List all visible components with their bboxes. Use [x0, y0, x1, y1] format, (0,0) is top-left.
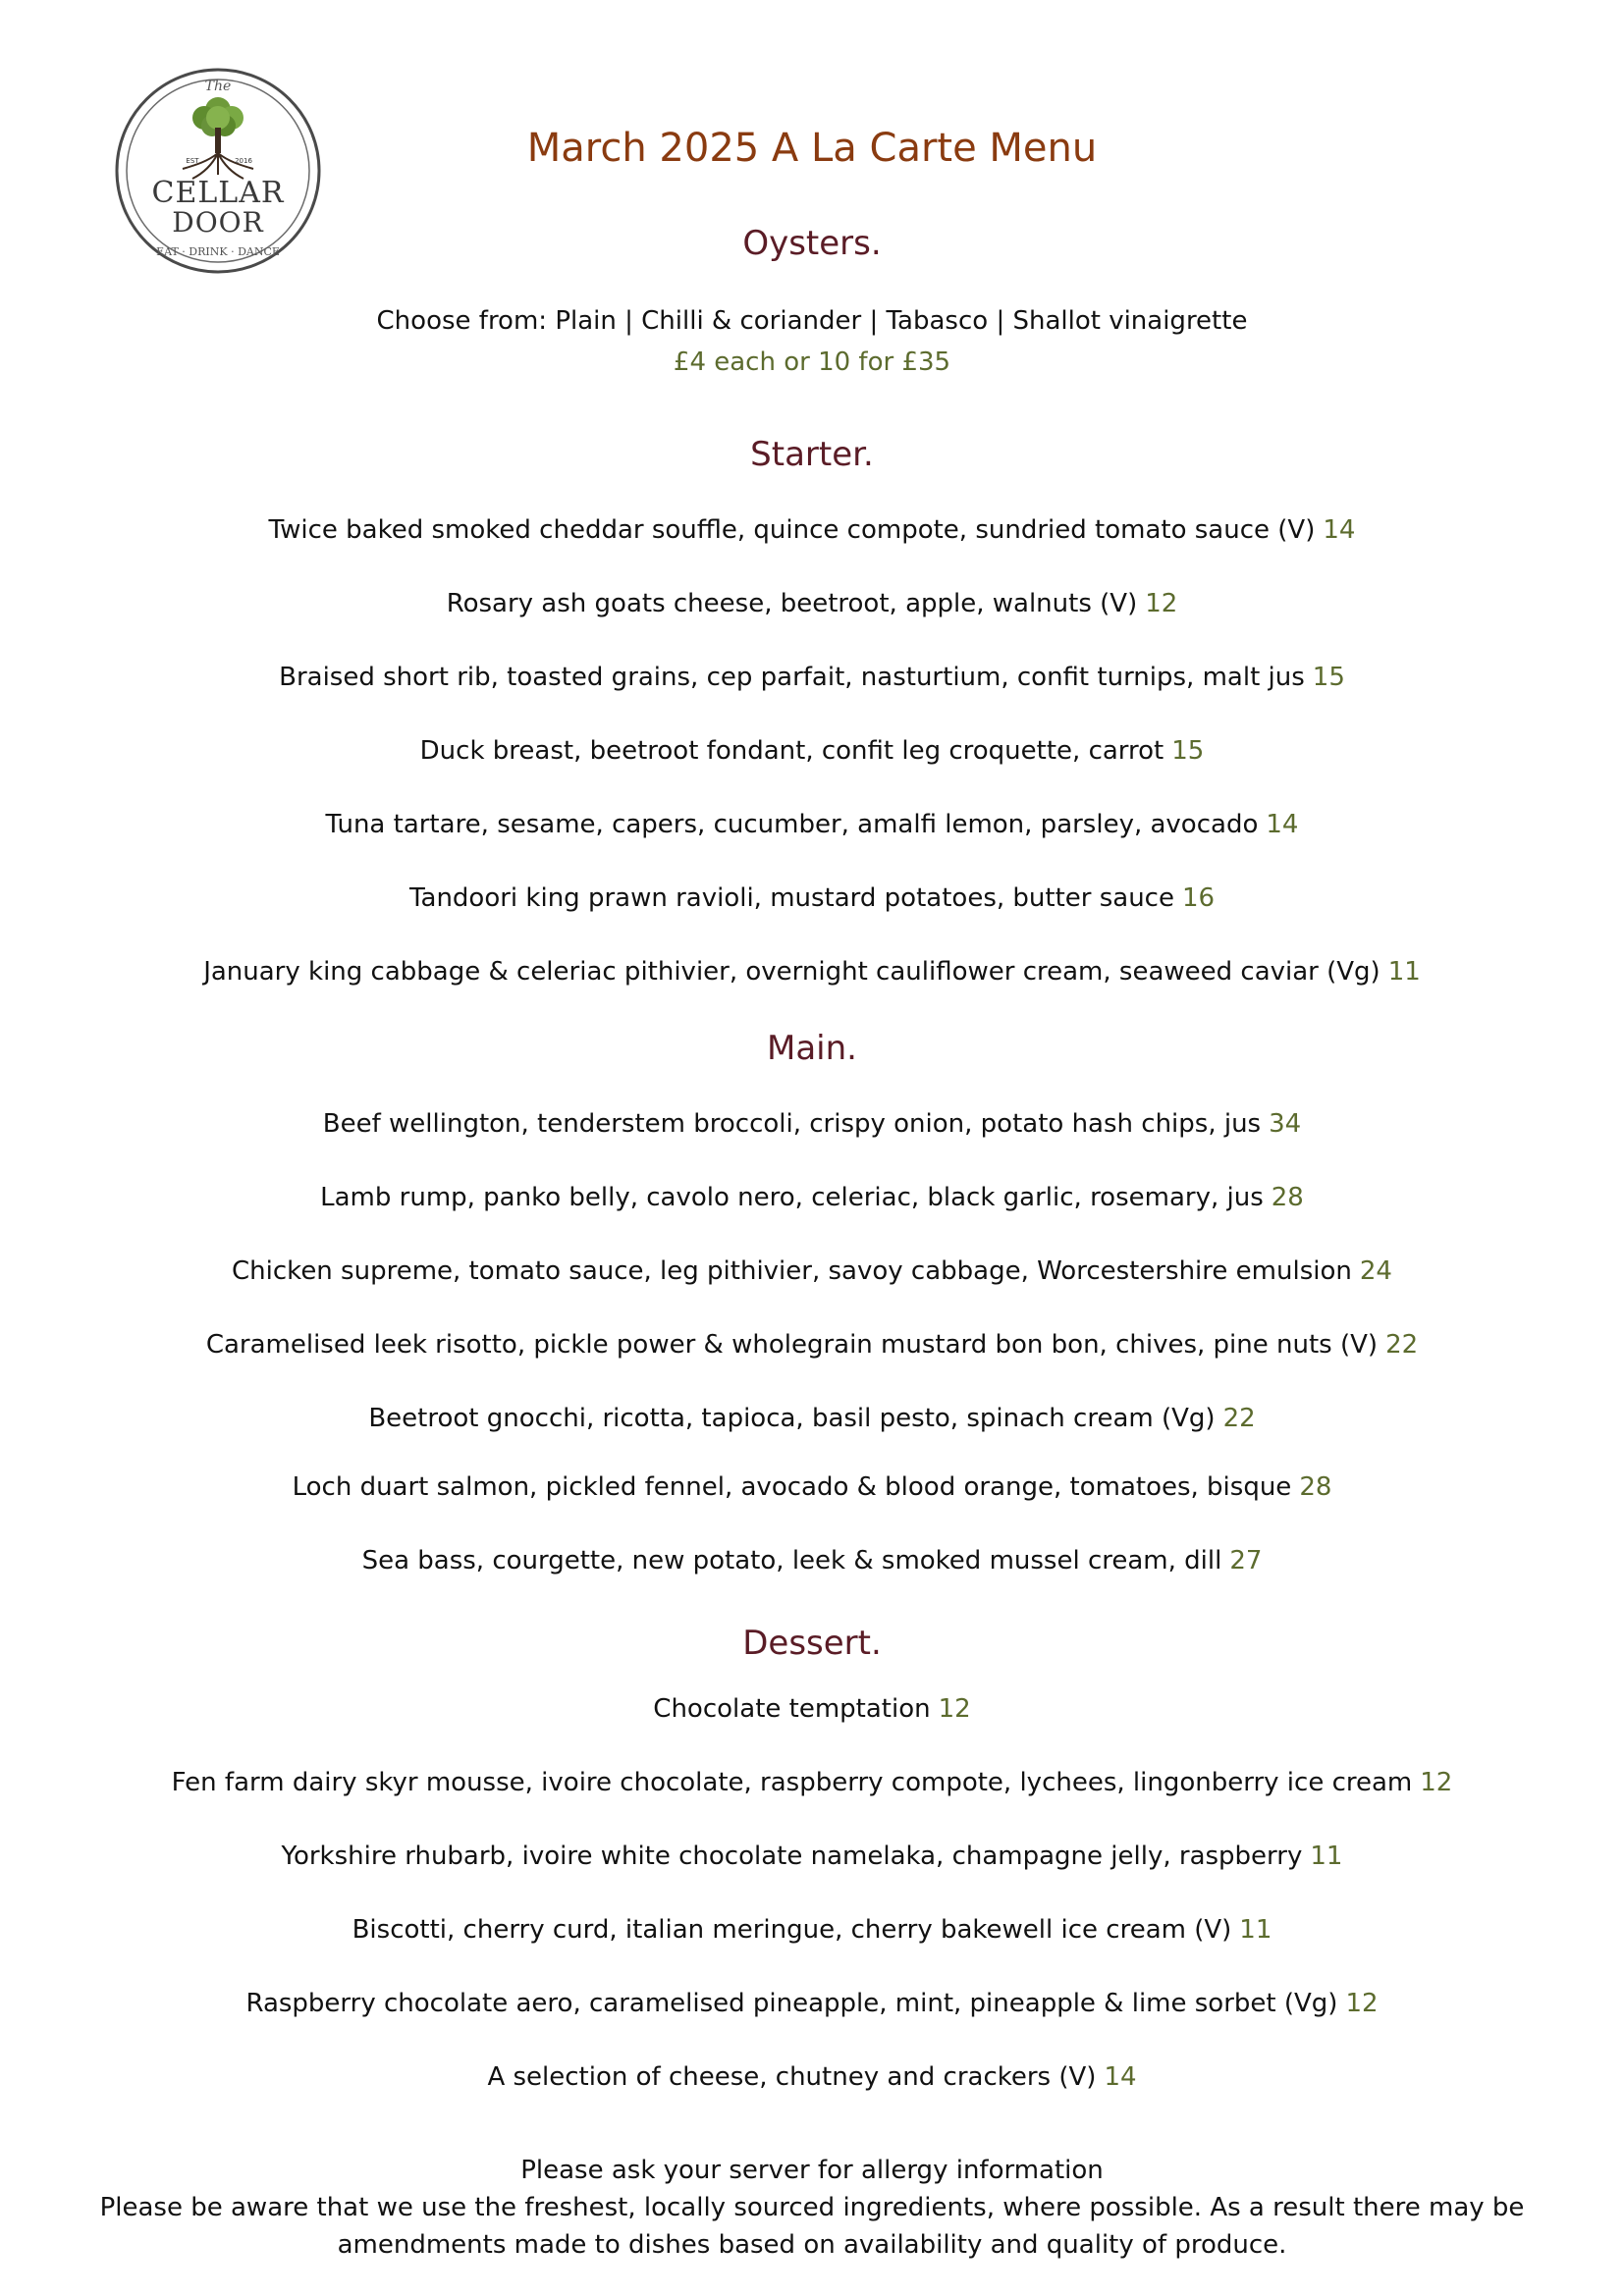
- dish-price: 15: [1312, 663, 1345, 692]
- dish-description: Lamb rump, panko belly, cavolo nero, celeriac, black garlic, rosemary, jus: [320, 1183, 1264, 1212]
- starter-item: [0, 957, 1624, 987]
- dish-price: 14: [1266, 810, 1299, 839]
- dish-description: A selection of cheese, chutney and crackers (V): [487, 2062, 1097, 2092]
- menu-title: March 2025 A La Carte Menu: [526, 126, 1098, 171]
- dish-price: 22: [1222, 1404, 1256, 1433]
- starter-item: [0, 589, 1624, 618]
- dish-price: 27: [1229, 1546, 1263, 1575]
- dish-price: 12: [1345, 1989, 1379, 2018]
- dish-price: 16: [1181, 883, 1216, 913]
- dessert-item: [0, 1694, 1624, 1724]
- dish-description: January king cabbage & celeriac pithivier, overnight cauliflower cream, seaweed caviar (Vg): [203, 957, 1380, 987]
- starter-item: [0, 736, 1624, 766]
- oysters-choose-text: Choose from: Plain | Chilli & coriander | Tabasco | Shallot vinaigrette: [376, 306, 1248, 336]
- dish-price: 12: [938, 1694, 971, 1724]
- dish-description: Yorkshire rhubarb, ivoire white chocolate namelaka, champagne jelly, raspberry: [281, 1842, 1303, 1871]
- main-item: [0, 1546, 1624, 1575]
- logo-name-line2: DOOR: [172, 206, 264, 239]
- dish-description: Tandoori king prawn ravioli, mustard potatoes, butter sauce: [408, 883, 1174, 913]
- dish-description: Fen farm dairy skyr mousse, ivoire chocolate, raspberry compote, lychees, lingonberry ice cream: [171, 1768, 1413, 1797]
- dessert-item: [0, 1989, 1624, 2018]
- oysters-heading: Oysters.: [742, 224, 882, 263]
- dish-description: Sea bass, courgette, new potato, leek & smoked mussel cream, dill: [361, 1546, 1222, 1575]
- starter-heading: Starter.: [750, 435, 874, 474]
- main-item: [0, 1256, 1624, 1286]
- dessert-item: [0, 1842, 1624, 1871]
- dish-description: Tuna tartare, sesame, capers, cucumber, amalfi lemon, parsley, avocado: [325, 810, 1259, 839]
- dish-description: Chicken supreme, tomato sauce, leg pithivier, savoy cabbage, Worcestershire emulsion: [232, 1256, 1352, 1286]
- dish-description: Biscotti, cherry curd, italian meringue, cherry bakewell ice cream (V): [352, 1915, 1232, 1945]
- main-item: [0, 1109, 1624, 1139]
- dish-price: 28: [1299, 1472, 1332, 1502]
- dish-description: Beef wellington, tenderstem broccoli, crispy onion, potato hash chips, jus: [322, 1109, 1262, 1139]
- dessert-item: [0, 2062, 1624, 2092]
- ingredients-notice-line1: Please be aware that we use the freshest, locally sourced ingredients, where possible. As a result there may be: [99, 2193, 1525, 2222]
- dish-price: 15: [1171, 736, 1205, 766]
- dish-price: 14: [1323, 515, 1356, 545]
- starter-item: [0, 883, 1624, 913]
- dish-description: Caramelised leek risotto, pickle power & wholegrain mustard bon bon, chives, pine nuts (V): [205, 1330, 1379, 1360]
- logo-est-label: EST: [186, 157, 199, 165]
- dish-price: 12: [1420, 1768, 1453, 1797]
- dish-description: Raspberry chocolate aero, caramelised pineapple, mint, pineapple & lime sorbet (Vg): [245, 1989, 1338, 2018]
- dish-price: 12: [1145, 589, 1178, 618]
- dish-price: 34: [1269, 1109, 1302, 1139]
- dish-description: Braised short rib, toasted grains, cep parfait, nasturtium, confit turnips, malt jus: [279, 663, 1305, 692]
- logo-year-label: 2016: [235, 157, 252, 165]
- logo-tagline: EAT · DRINK · DANCE: [156, 245, 280, 258]
- dish-price: 14: [1104, 2062, 1137, 2092]
- dessert-heading: Dessert.: [742, 1624, 882, 1663]
- dish-description: Chocolate temptation: [653, 1694, 931, 1724]
- main-heading: Main.: [767, 1029, 857, 1068]
- dish-price: 11: [1310, 1842, 1343, 1871]
- starter-item: [0, 515, 1624, 545]
- logo-top-text: The: [204, 79, 232, 94]
- oysters-price: £4 each or 10 for £35: [673, 347, 951, 377]
- main-item: [0, 1404, 1624, 1433]
- main-item: [0, 1472, 1624, 1502]
- main-item: [0, 1330, 1624, 1360]
- dessert-item: [0, 1915, 1624, 1945]
- dish-price: 22: [1385, 1330, 1419, 1360]
- main-item: [0, 1183, 1624, 1212]
- starter-item: [0, 810, 1624, 839]
- dish-description: Twice baked smoked cheddar souffle, quince compote, sundried tomato sauce (V): [268, 515, 1316, 545]
- dish-price: 11: [1387, 957, 1421, 987]
- dessert-item: [0, 1768, 1624, 1797]
- dish-description: Beetroot gnocchi, ricotta, tapioca, basil pesto, spinach cream (Vg): [368, 1404, 1216, 1433]
- dish-price: 11: [1239, 1915, 1272, 1945]
- dish-price: 24: [1359, 1256, 1392, 1286]
- logo-name-line1: CELLAR: [151, 176, 285, 210]
- starter-item: [0, 663, 1624, 692]
- allergy-notice: Please ask your server for allergy information: [520, 2156, 1104, 2185]
- ingredients-notice-line2: amendments made to dishes based on availability and quality of produce.: [337, 2230, 1287, 2260]
- dish-description: Loch duart salmon, pickled fennel, avocado & blood orange, tomatoes, bisque: [292, 1472, 1292, 1502]
- dish-price: 28: [1271, 1183, 1304, 1212]
- dish-description: Rosary ash goats cheese, beetroot, apple, walnuts (V): [446, 589, 1138, 618]
- dish-description: Duck breast, beetroot fondant, confit leg croquette, carrot: [419, 736, 1164, 766]
